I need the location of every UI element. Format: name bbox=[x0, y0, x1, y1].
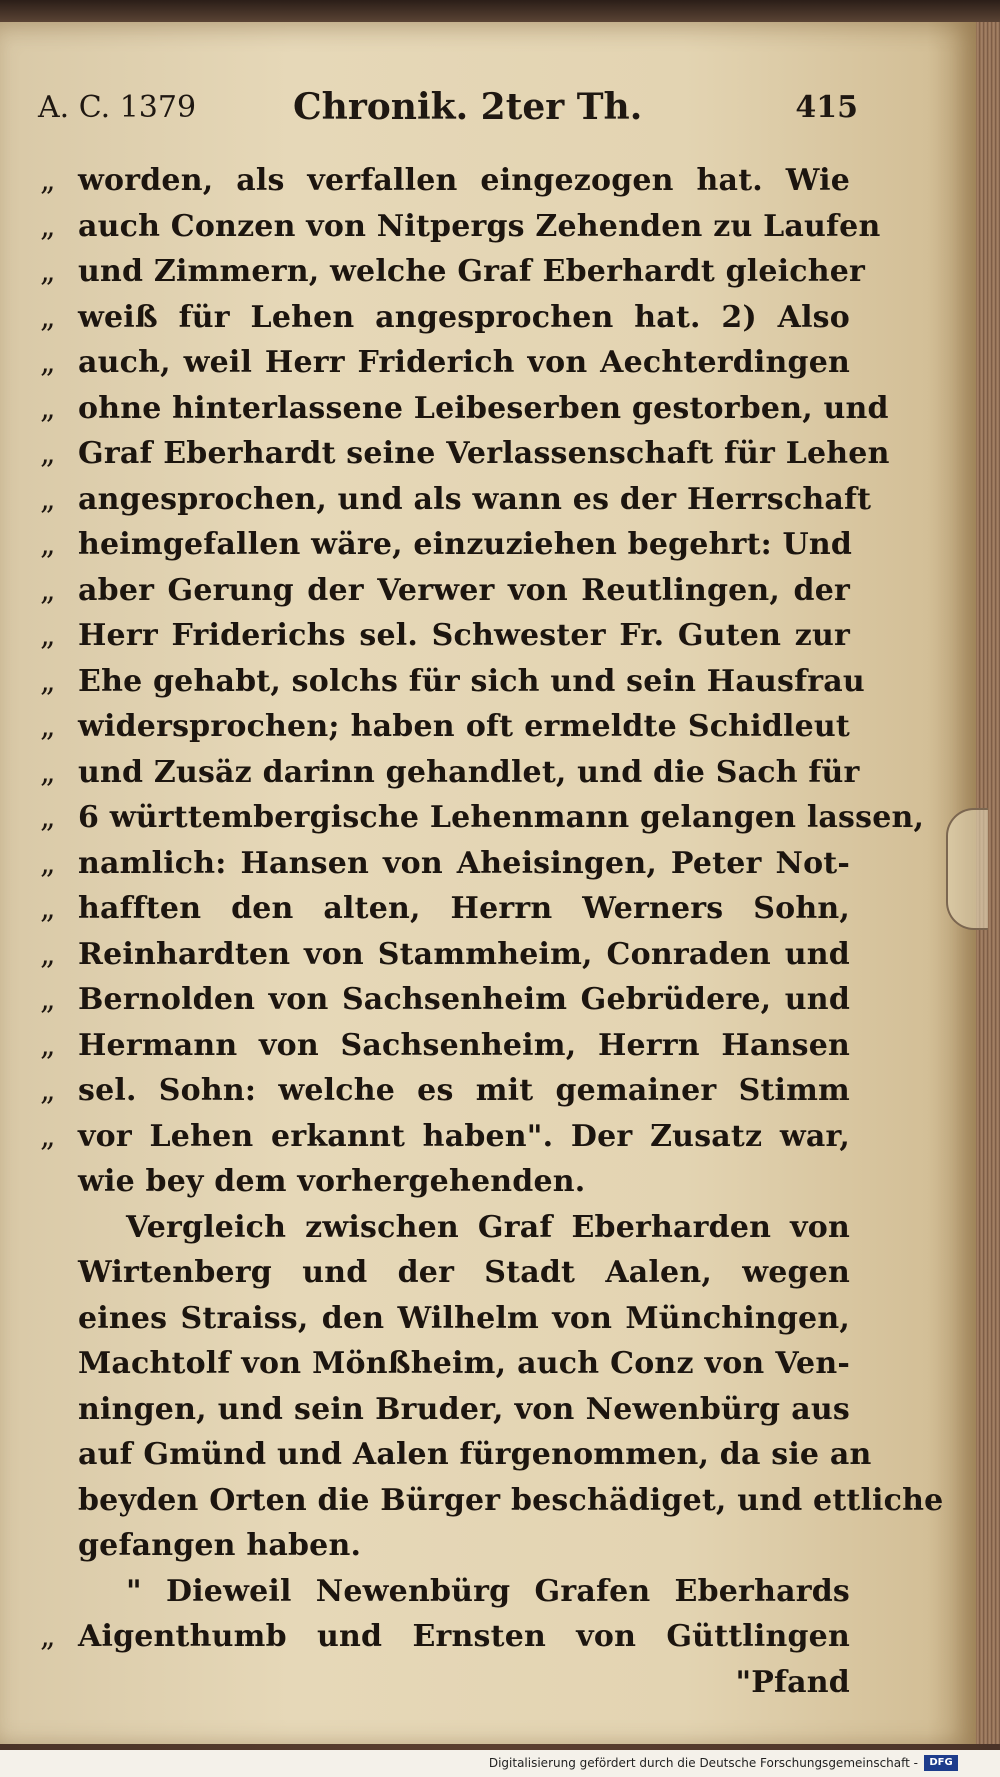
quote-mark bbox=[40, 1341, 78, 1387]
line-text: auch Conzen von Nitpergs Zehenden zu Laufen bbox=[78, 208, 881, 244]
text-line bbox=[40, 1023, 850, 1069]
quote-mark: „ bbox=[40, 345, 56, 380]
quote-mark: „ bbox=[40, 208, 56, 244]
quote-mark bbox=[40, 1159, 78, 1205]
line-text: ohne hinterlassene Leibeserben gestorben, und bbox=[78, 390, 889, 426]
quote-mark bbox=[40, 1478, 78, 1524]
line-text: heimgefallen wäre, einzuziehen begehrt: Und bbox=[78, 527, 853, 562]
page-number: 415 bbox=[795, 90, 858, 125]
line-text: "Pfand bbox=[735, 1664, 850, 1700]
quote-mark: „ bbox=[40, 754, 56, 790]
footer-credit: Digitalisierung gefördert durch die Deutsche Forschungsgemeinschaft - bbox=[488, 1756, 918, 1770]
scan-top-edge bbox=[0, 0, 1000, 22]
text-line bbox=[40, 1296, 850, 1342]
text-line bbox=[40, 1432, 872, 1478]
footer-edge bbox=[976, 1750, 1000, 1777]
line-text: widersprochen; haben oft ermeldte Schidleut bbox=[78, 709, 850, 744]
quote-mark: „ bbox=[40, 936, 56, 972]
quote-mark bbox=[40, 1387, 78, 1433]
text-line bbox=[40, 613, 850, 659]
text-line bbox=[40, 1614, 850, 1660]
page-tab-marker bbox=[946, 808, 988, 930]
text-line bbox=[40, 1205, 850, 1251]
line-text: Hermann von Sachsenheim, Herrn Hansen bbox=[78, 1027, 850, 1063]
line-text: Aigenthumb und Ernsten von Güttlingen bbox=[78, 1619, 850, 1654]
text-line bbox=[40, 1159, 850, 1205]
line-text: Reinhardten von Stammheim, Conraden und bbox=[78, 936, 850, 972]
text-line bbox=[40, 431, 890, 477]
text-line bbox=[40, 977, 850, 1023]
text-line bbox=[40, 1250, 850, 1296]
line-text: Machtolf von Mönßheim, auch Conz von Ven- bbox=[78, 1346, 850, 1381]
line-text: auch, weil Herr Friderich von Aechterdingen bbox=[78, 345, 850, 380]
quote-mark: „ bbox=[40, 390, 56, 426]
quote-mark: „ bbox=[40, 618, 56, 653]
quote-mark bbox=[40, 1296, 78, 1342]
text-line bbox=[40, 1478, 944, 1524]
quote-mark bbox=[40, 1205, 78, 1251]
text-line bbox=[40, 158, 850, 204]
quote-mark: „ bbox=[40, 1118, 56, 1154]
page-text bbox=[40, 158, 944, 1705]
quote-mark: „ bbox=[40, 254, 56, 289]
running-head bbox=[38, 82, 858, 132]
quote-mark bbox=[40, 1523, 78, 1569]
line-text: hafften den alten, Herrn Werners Sohn, bbox=[78, 891, 850, 926]
quote-mark: „ bbox=[40, 481, 56, 517]
line-text: aber Gerung der Verwer von Reutlingen, der bbox=[78, 572, 850, 608]
line-text: Wirtenberg und der Stadt Aalen, wegen bbox=[78, 1255, 850, 1290]
text-line bbox=[40, 568, 850, 614]
quote-mark bbox=[40, 1660, 78, 1706]
text-line bbox=[40, 932, 850, 978]
line-text: worden, als verfallen eingezogen hat. Wie bbox=[78, 163, 850, 198]
quote-mark bbox=[40, 1569, 78, 1615]
line-text: Vergleich zwischen Graf Eberharden von bbox=[126, 1209, 850, 1245]
text-line bbox=[40, 795, 925, 841]
text-line bbox=[40, 704, 850, 750]
text-line bbox=[40, 1387, 850, 1433]
text-line bbox=[40, 841, 850, 887]
line-text: sel. Sohn: welche es mit gemainer Stimm bbox=[78, 1073, 850, 1108]
text-line bbox=[40, 886, 850, 932]
quote-mark bbox=[40, 1250, 78, 1296]
text-line bbox=[40, 340, 850, 386]
text-line bbox=[40, 295, 850, 341]
line-text: und Zusäz darinn gehandlet, und die Sach für bbox=[78, 754, 860, 790]
quote-mark: „ bbox=[40, 1027, 56, 1063]
quote-mark: „ bbox=[40, 1619, 56, 1654]
line-text: Herr Friderichs sel. Schwester Fr. Guten zur bbox=[78, 618, 850, 653]
quote-mark: „ bbox=[40, 982, 56, 1017]
line-text: weiß für Lehen angesprochen hat. 2) Also bbox=[78, 299, 850, 335]
quote-mark: „ bbox=[40, 1073, 56, 1108]
text-line bbox=[40, 204, 881, 250]
running-head-year: A. C. 1379 bbox=[38, 90, 197, 125]
dfg-logo: DFG bbox=[924, 1755, 958, 1771]
text-line bbox=[40, 1068, 850, 1114]
text-line bbox=[40, 1341, 850, 1387]
line-text: vor Lehen erkannt haben". Der Zusatz war, bbox=[78, 1118, 850, 1154]
quote-mark: „ bbox=[40, 163, 56, 198]
line-text: 6 württembergische Lehenmann gelangen lassen, bbox=[78, 800, 925, 835]
quote-mark: „ bbox=[40, 299, 56, 335]
quote-mark bbox=[40, 1432, 78, 1478]
footer-bar bbox=[0, 1750, 976, 1777]
quote-mark: „ bbox=[40, 845, 56, 881]
line-text: Graf Eberhardt seine Verlassenschaft für Lehen bbox=[78, 436, 890, 471]
line-text: ningen, und sein Bruder, von Newenbürg aus bbox=[78, 1391, 850, 1427]
quote-mark: „ bbox=[40, 891, 56, 926]
quote-mark: „ bbox=[40, 800, 56, 835]
line-text: angesprochen, und als wann es der Herrschaft bbox=[78, 481, 872, 517]
text-line bbox=[40, 1660, 850, 1706]
text-line bbox=[40, 522, 853, 568]
line-text: namlich: Hansen von Aheisingen, Peter Not- bbox=[78, 845, 850, 881]
line-text: gefangen haben. bbox=[78, 1528, 362, 1563]
line-text: und Zimmern, welche Graf Eberhardt gleicher bbox=[78, 254, 866, 289]
line-text: beyden Orten die Bürger beschädiget, und ettliche bbox=[78, 1482, 944, 1518]
quote-mark: „ bbox=[40, 527, 56, 562]
quote-mark: „ bbox=[40, 436, 56, 471]
quote-mark: „ bbox=[40, 663, 56, 699]
quote-mark: „ bbox=[40, 572, 56, 608]
text-line bbox=[40, 249, 866, 295]
running-head-title: Chronik. 2ter Th. bbox=[293, 86, 643, 128]
text-line bbox=[40, 659, 865, 705]
text-line bbox=[40, 1523, 850, 1569]
line-text: Bernolden von Sachsenheim Gebrüdere, und bbox=[78, 982, 850, 1017]
text-line bbox=[40, 750, 860, 796]
text-line bbox=[40, 386, 889, 432]
line-text: eines Straiss, den Wilhelm von Münchingen, bbox=[78, 1300, 850, 1336]
line-text: Ehe gehabt, solchs für sich und sein Hausfrau bbox=[78, 663, 865, 699]
quote-mark: „ bbox=[40, 709, 56, 744]
line-text: wie bey dem vorhergehenden. bbox=[78, 1164, 586, 1199]
line-text: " Dieweil Newenbürg Grafen Eberhards bbox=[126, 1573, 850, 1609]
line-text: auf Gmünd und Aalen fürgenommen, da sie an bbox=[78, 1437, 872, 1472]
text-line bbox=[40, 1569, 850, 1615]
text-line bbox=[40, 1114, 850, 1160]
text-line bbox=[40, 477, 872, 523]
